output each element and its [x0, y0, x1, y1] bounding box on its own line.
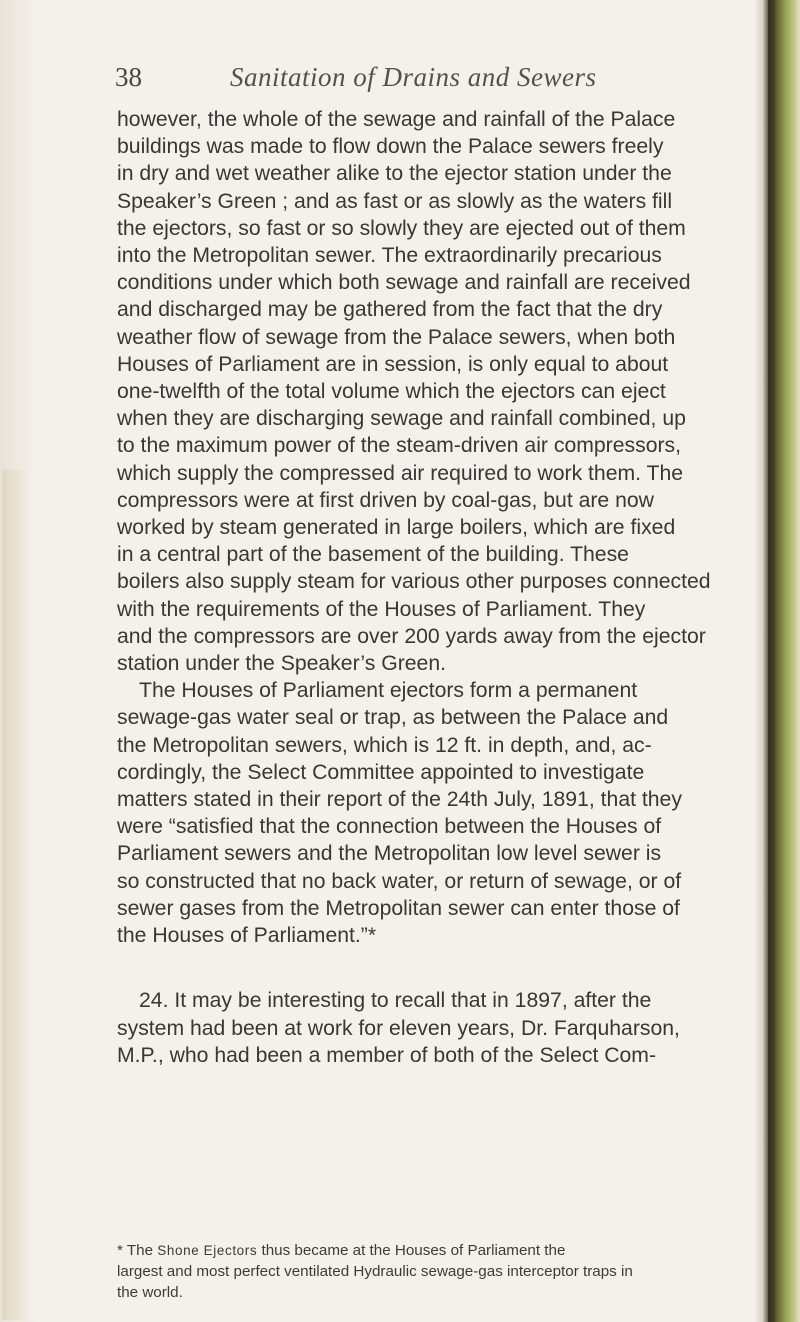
footnote-marker: * The: [117, 1242, 154, 1259]
text-line: in a central part of the basement of the building. These: [117, 543, 629, 567]
text-line: one-twelfth of the total volume which the ejectors can eject: [117, 380, 666, 404]
text-line: the Houses of Parliament.”*: [117, 924, 377, 948]
page-header: [115, 62, 755, 102]
paragraph-start-line: The Houses of Parliament ejectors form a permanent: [139, 679, 638, 703]
text-line: worked by steam generated in large boilers, which are fixed: [117, 516, 676, 540]
text-line: which supply the compressed air required to work them. The: [117, 461, 684, 485]
text-line: boilers also supply steam for various other purposes connected: [117, 570, 711, 594]
text-line: Houses of Parliament are in session, is only equal to about: [117, 352, 669, 376]
text-line: M.P., who had been a member of both of the Select Com-: [117, 1043, 657, 1067]
footnote-line: the world.: [117, 1284, 183, 1301]
text-line: to the maximum power of the steam-driven air compressors,: [117, 434, 682, 458]
text-line: with the requirements of the Houses of Parliament. They: [117, 597, 646, 621]
text-line: conditions under which both sewage and rainfall are received: [117, 271, 691, 295]
text-line: however, the whole of the sewage and rainfall of the Palace: [117, 108, 676, 131]
footnote-smallcaps: Shone Ejectors: [157, 1243, 258, 1258]
footnote: [117, 1240, 747, 1303]
text-line: Parliament sewers and the Metropolitan low level sewer is: [117, 842, 662, 866]
section-24-start-line: 24. It may be interesting to recall that in 1897, after the: [139, 989, 652, 1013]
book-edge-binding: [754, 0, 800, 1322]
text-line: and the compressors are over 200 yards away from the ejector: [117, 624, 706, 648]
text-line: so constructed that no back water, or return of sewage, or of: [117, 869, 682, 893]
text-line: sewer gases from the Metropolitan sewer can enter those of: [117, 896, 680, 920]
running-title: Sanitation of Drains and Sewers: [230, 62, 597, 92]
text-line: compressors were at first driven by coal-gas, but are now: [117, 488, 654, 512]
text-line: when they are discharging sewage and rainfall combined, up: [117, 407, 686, 431]
text-line: matters stated in their report of the 24th July, 1891, that they: [117, 788, 682, 812]
text-line: system had been at work for eleven years, Dr. Farquharson,: [117, 1016, 680, 1040]
text-line: the Metropolitan sewers, which is 12 ft. in depth, and, ac-: [117, 733, 652, 757]
page-gutter-shadow: [0, 0, 38, 1322]
text-line: in dry and wet weather alike to the ejector station under the: [117, 162, 672, 186]
footnote-line: [117, 1240, 747, 1261]
section-gap: [117, 949, 737, 987]
text-line: Speaker’s Green ; and as fast or as slowly as the waters fill: [117, 189, 673, 213]
text-line: station under the Speaker’s Green.: [117, 652, 447, 676]
footnote-line1-rest: thus became at the Houses of Parliament the: [261, 1242, 566, 1259]
text-line: into the Metropolitan sewer. The extraordinarily precarious: [117, 244, 662, 268]
text-line: cordingly, the Select Committee appointed to investigate: [117, 760, 645, 784]
text-line: weather flow of sewage from the Palace sewers, when both: [117, 325, 676, 349]
text-line: and discharged may be gathered from the fact that the dry: [117, 298, 663, 322]
page-number: 38: [115, 62, 142, 92]
text-line: the ejectors, so fast or so slowly they are ejected out of them: [117, 216, 686, 240]
text-line: buildings was made to flow down the Palace sewers freely: [117, 135, 664, 159]
footnote-line: largest and most perfect ventilated Hydraulic sewage-gas interceptor traps in: [117, 1263, 633, 1280]
text-line: sewage-gas water seal or trap, as between the Palace and: [117, 706, 669, 730]
text-line: were “satisfied that the connection between the Houses of: [117, 815, 662, 839]
body-text: [117, 106, 737, 1069]
